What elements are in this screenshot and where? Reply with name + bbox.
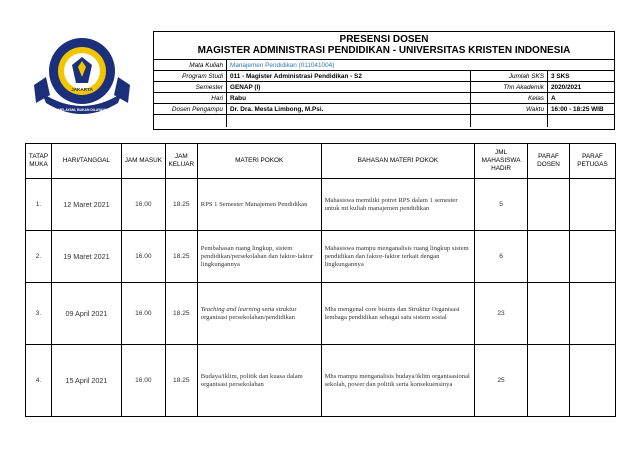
semester-label: Semester xyxy=(154,82,227,93)
col-paraf-petugas: PARAF PETUGAS xyxy=(569,144,615,179)
col-paraf-dosen: PARAF DOSEN xyxy=(528,144,570,179)
row-date: 15 April 2021 xyxy=(51,345,121,417)
col-jam-keluar: JAM KELUAR xyxy=(165,144,197,179)
waktu-value: 16:00 - 18:25 WIB xyxy=(548,104,615,115)
row-paraf-petugas[interactable] xyxy=(569,179,615,231)
row-materi xyxy=(197,345,321,417)
page-title: PRESENSI DOSEN xyxy=(339,34,429,45)
row-materi xyxy=(197,283,321,345)
row-jam-keluar: 18.25 xyxy=(165,231,197,283)
waktu-label: Waktu xyxy=(471,104,548,115)
row-jam-masuk: 16.00 xyxy=(121,283,165,345)
row-paraf-dosen[interactable] xyxy=(528,283,570,345)
program-studi-label: Program Studi xyxy=(154,71,227,82)
col-materi-pokok: MATERI POKOK xyxy=(197,144,321,179)
row-jam-masuk: 16.00 xyxy=(121,345,165,417)
row-hadir: 5 xyxy=(475,179,528,231)
mata-kuliah-value: Manajemen Pendidikan (011041004) xyxy=(227,60,615,71)
row-paraf-petugas[interactable] xyxy=(569,231,615,283)
table-row xyxy=(26,179,616,231)
info-row-program-studi xyxy=(154,71,614,82)
thn-akademik-label: Thn Akademik xyxy=(471,82,548,93)
row-paraf-dosen[interactable] xyxy=(528,345,570,417)
hari-label: Hari xyxy=(154,93,227,104)
hari-value: Rabu xyxy=(227,93,471,104)
row-materi xyxy=(197,179,321,231)
mata-kuliah-label: Mata Kuliah xyxy=(154,60,227,71)
table-row xyxy=(26,231,616,283)
row-jam-masuk: 16.00 xyxy=(121,179,165,231)
kelas-label: Kelas xyxy=(471,93,548,104)
program-studi-value: 011 - Magister Administrasi Pendidikan - S2 xyxy=(227,71,471,82)
col-jam-masuk: JAM MASUK xyxy=(121,144,165,179)
row-materi-text: Budaya/iklim, politik dan kuasa dalam organisasi persekolahan xyxy=(200,372,303,388)
col-hari-tanggal: HARI/TANGGAL xyxy=(51,144,121,179)
info-row-semester xyxy=(154,82,614,93)
attendance-table xyxy=(25,143,616,417)
row-no: 4. xyxy=(26,345,52,417)
dosen-label: Dosen Pengampu xyxy=(154,104,227,115)
kelas-value: A xyxy=(548,93,615,104)
logo-motto-text: MELAYANI, BUKAN DILAYANI xyxy=(58,108,106,112)
course-info-table xyxy=(154,59,614,127)
row-no: 3. xyxy=(26,283,52,345)
jumlah-sks-label: Jumlah SKS xyxy=(471,71,548,82)
jumlah-sks-value: 3 SKS xyxy=(548,71,615,82)
header-box xyxy=(153,31,615,130)
row-materi xyxy=(197,231,321,283)
info-row-spacer xyxy=(154,115,614,128)
row-materi-text: serta struktur organisasi persekolahan/pendidikan xyxy=(200,305,297,321)
row-date: 12 Maret 2021 xyxy=(51,179,121,231)
semester-value: GENAP (I) xyxy=(227,82,471,93)
row-materi-text: RPS 1 Semester Manajemen Pendidikan xyxy=(200,200,308,208)
row-paraf-dosen[interactable] xyxy=(528,179,570,231)
info-row-hari xyxy=(154,93,614,104)
row-bahasan: Mhs mampu menganalisis budaya/iklim organisasional sekolah, power dan politik serta konsekuensinya xyxy=(321,345,475,417)
row-paraf-dosen[interactable] xyxy=(528,231,570,283)
row-date: 19 Maret 2021 xyxy=(51,231,121,283)
row-hadir: 25 xyxy=(475,345,528,417)
table-row xyxy=(26,283,616,345)
row-bahasan: Mahasiswa memiliki potret RPS dalam 1 semester untuk mt kuliah manajemen pendidikan xyxy=(321,179,475,231)
logo-city-text: JAKARTA xyxy=(71,87,93,92)
dosen-value: Dr. Dra. Mesta Limbong, M.Psi. xyxy=(227,104,471,115)
page-subtitle: MAGISTER ADMINISTRASI PENDIDIKAN - UNIVERSITAS KRISTEN INDONESIA xyxy=(197,45,571,56)
table-header-row xyxy=(26,144,616,179)
row-hadir: 23 xyxy=(475,283,528,345)
row-date: 09 April 2021 xyxy=(51,283,121,345)
row-hadir: 6 xyxy=(475,231,528,283)
table-row xyxy=(26,345,616,417)
col-jml-mahasiswa: JML MAHASISWA HADIR xyxy=(475,144,528,179)
row-jam-keluar: 18.25 xyxy=(165,345,197,417)
info-row-dosen xyxy=(154,104,614,115)
col-tatap-muka: TATAP MUKA xyxy=(26,144,52,179)
row-bahasan: Mahasiswa mampu menganalisis ruang lingkup sistem pendidikan dan faktor-faktor terkait dengan lingkungannya xyxy=(321,231,475,283)
row-jam-keluar: 18.25 xyxy=(165,179,197,231)
col-bahasan: BAHASAN MATERI POKOK xyxy=(321,144,475,179)
thn-akademik-value: 2020/2021 xyxy=(548,82,615,93)
info-row-mata-kuliah xyxy=(154,60,614,71)
row-materi-text: Pembahasan ruang lingkup, sistem pendidikan/persekolahan dan faktor-faktor lingkungannya xyxy=(200,244,314,268)
row-jam-masuk: 16.00 xyxy=(121,231,165,283)
row-jam-keluar: 18.25 xyxy=(165,283,197,345)
row-paraf-petugas[interactable] xyxy=(569,345,615,417)
row-materi-italic: Teaching and learning xyxy=(200,305,261,313)
row-paraf-petugas[interactable] xyxy=(569,283,615,345)
row-no: 1. xyxy=(26,179,52,231)
university-logo xyxy=(28,33,136,121)
row-no: 2. xyxy=(26,231,52,283)
row-bahasan: Mhs mengenal core bisinis dan Struktur Organisasi lembaga pendidikan sebagai satu sistem sosial xyxy=(321,283,475,345)
